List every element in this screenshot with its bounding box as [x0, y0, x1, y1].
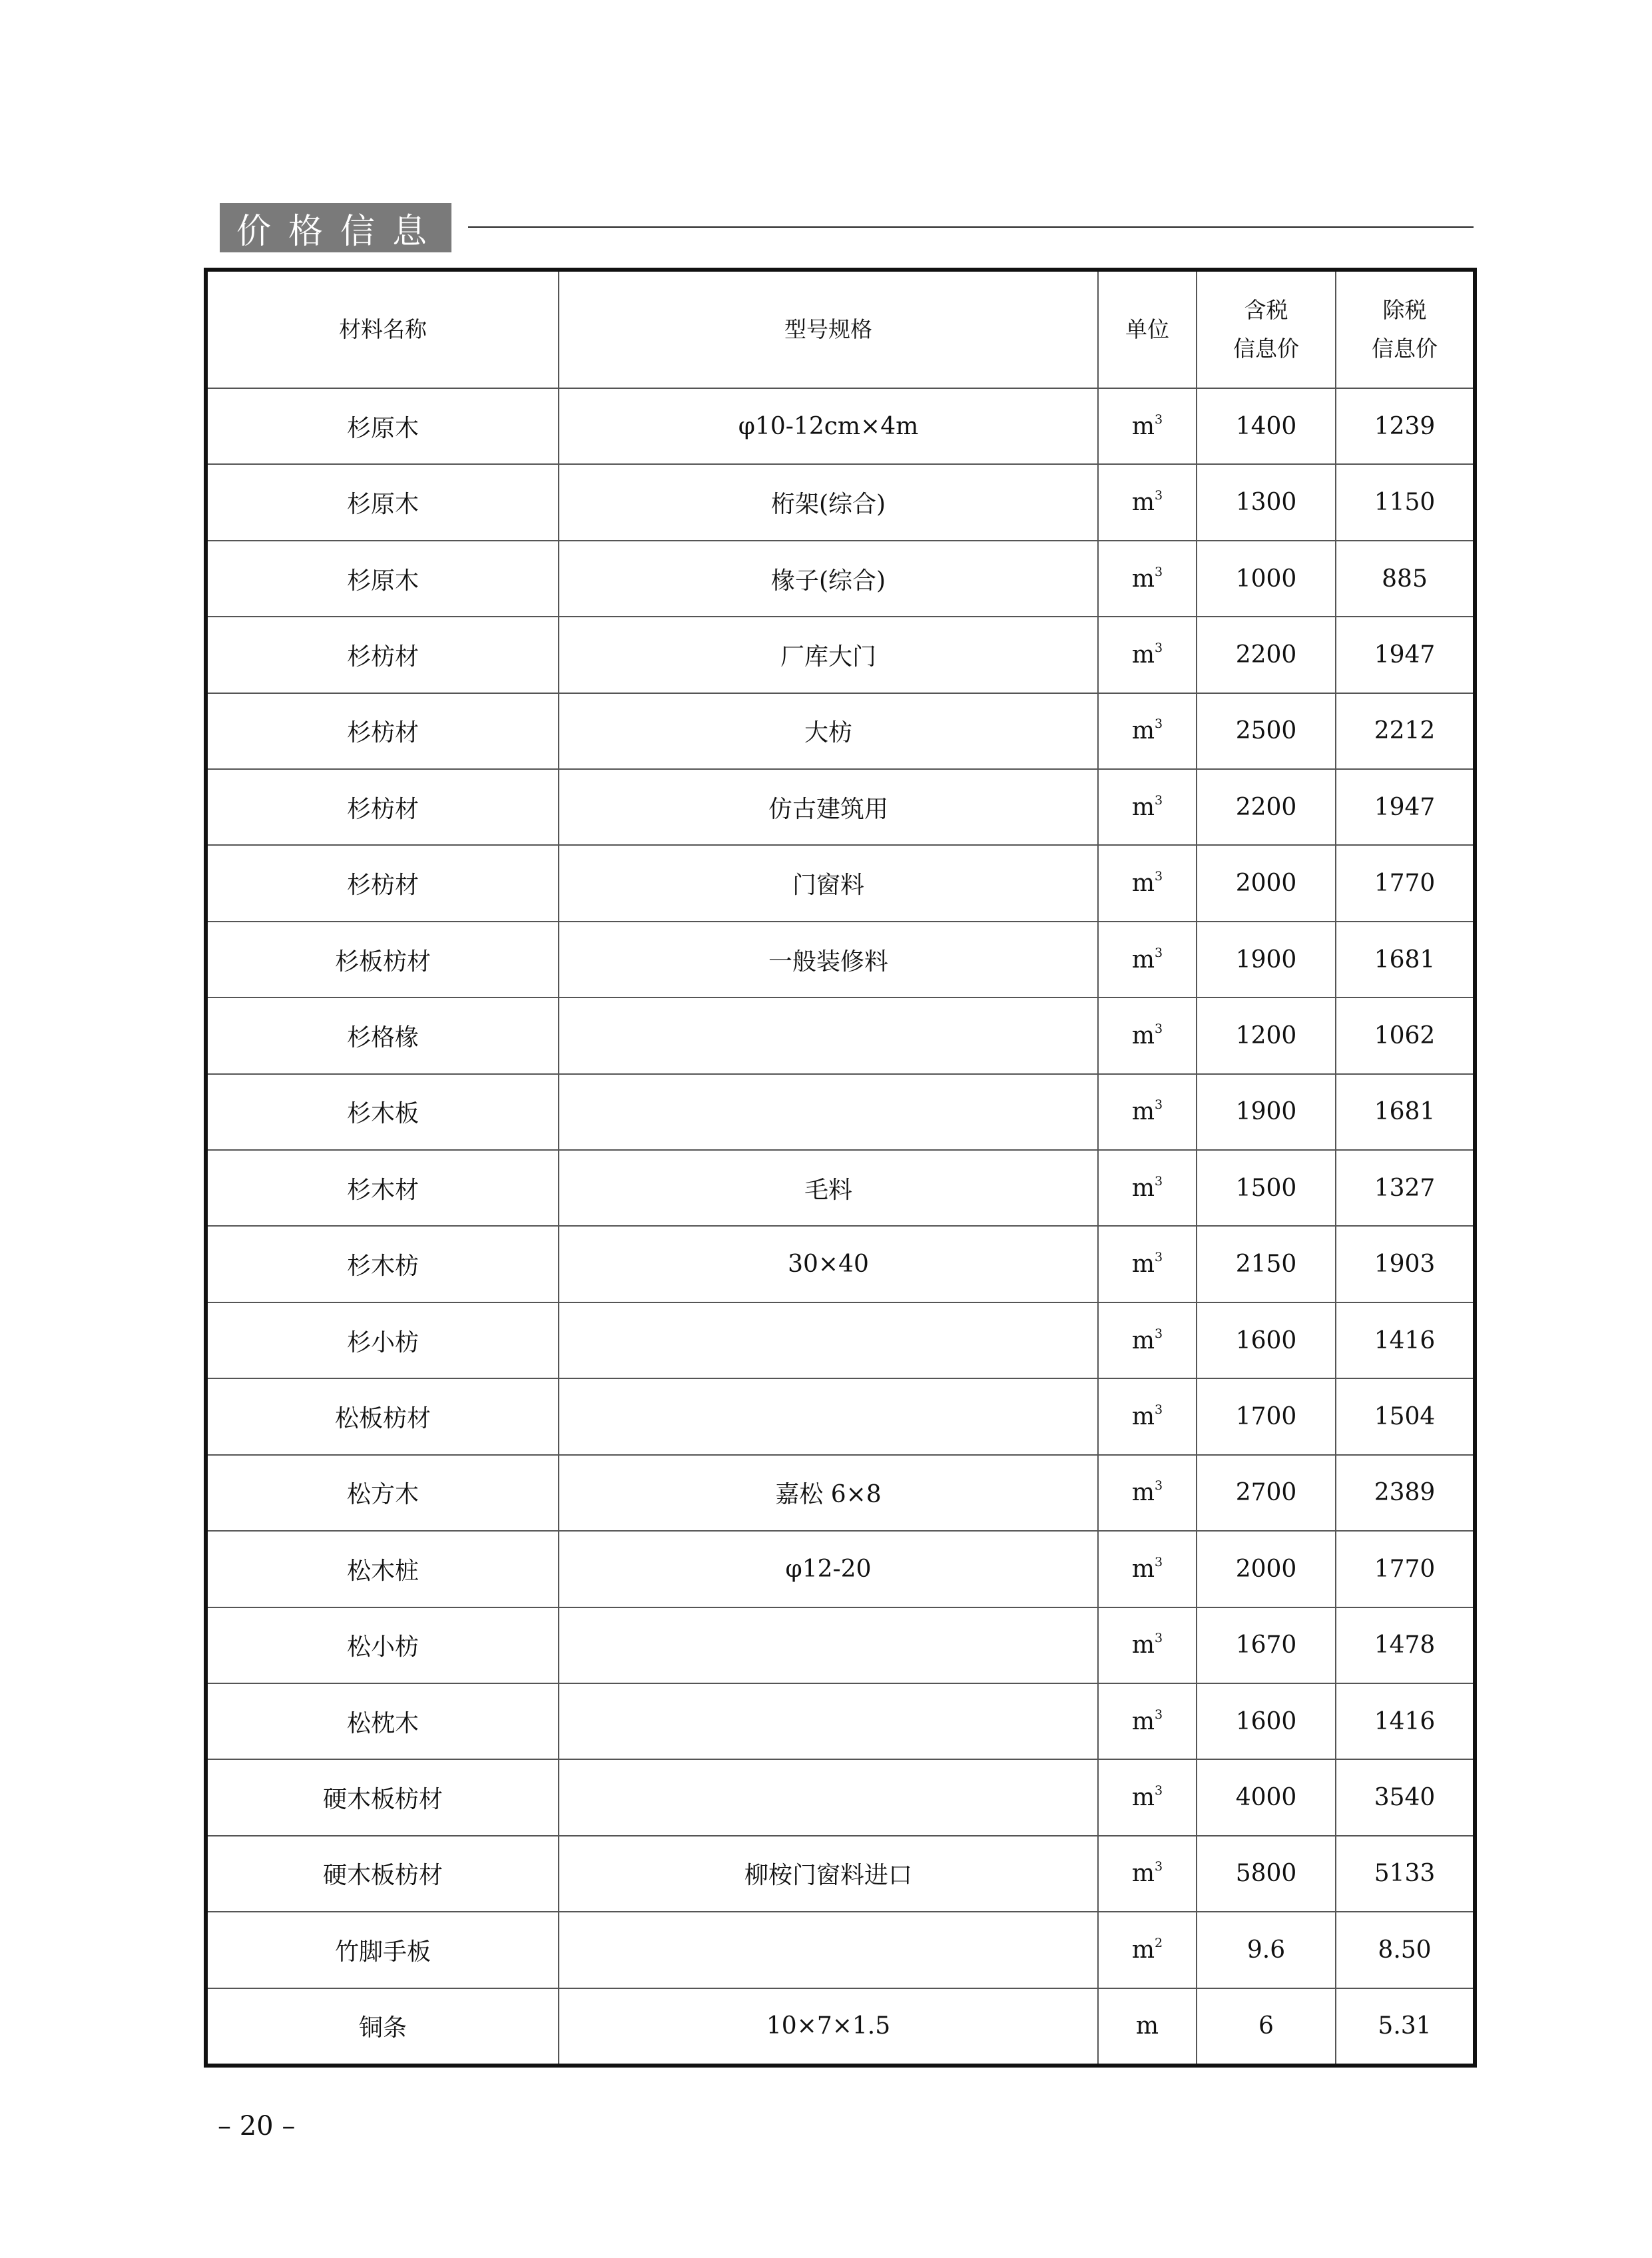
- material-name-cell: 杉原木: [206, 464, 559, 540]
- unit-text: m: [1131, 717, 1155, 745]
- table-row: [206, 1759, 1475, 1835]
- material-name-cell: 铜条: [206, 1988, 559, 2066]
- tax-inclusive-price-cell: 2500: [1197, 693, 1336, 769]
- unit-superscript: 3: [1155, 1097, 1163, 1113]
- tax-inclusive-price-cell: 1600: [1197, 1302, 1336, 1378]
- unit-cell: [1098, 1226, 1197, 1302]
- unit-cell: [1098, 541, 1197, 617]
- spec-cell: 大枋: [559, 693, 1098, 769]
- unit-text: m: [1131, 1098, 1155, 1126]
- table-row: [206, 997, 1475, 1073]
- table-row: [206, 1531, 1475, 1607]
- price-table: [204, 268, 1477, 2068]
- spec-cell: [559, 1074, 1098, 1150]
- unit-superscript: 3: [1155, 488, 1163, 503]
- tax-exclusive-price-cell: 1478: [1336, 1607, 1475, 1683]
- unit-text: m: [1131, 565, 1155, 593]
- unit-superscript: 3: [1155, 1554, 1163, 1569]
- material-name-cell: 松小枋: [206, 1607, 559, 1683]
- unit-text: m: [1131, 1402, 1155, 1430]
- tax-inclusive-price-cell: 2000: [1197, 1531, 1336, 1607]
- unit-cell: [1098, 1912, 1197, 1988]
- unit-cell: [1098, 388, 1197, 464]
- table-row: [206, 388, 1475, 464]
- unit-cell: [1098, 1074, 1197, 1150]
- tax-exclusive-price-cell: 1062: [1336, 997, 1475, 1073]
- material-name-cell: 硬木板枋材: [206, 1836, 559, 1912]
- unit-superscript: 3: [1155, 412, 1163, 427]
- material-name-cell: 松板枋材: [206, 1378, 559, 1454]
- tax-inclusive-price-cell: 1500: [1197, 1150, 1336, 1226]
- spec-cell: [559, 1912, 1098, 1988]
- unit-text: m: [1131, 1707, 1155, 1735]
- unit-cell: [1098, 1759, 1197, 1835]
- tax-inclusive-price-cell: 1900: [1197, 1074, 1336, 1150]
- unit-text: m: [1131, 1479, 1155, 1507]
- material-name-cell: 硬木板枋材: [206, 1759, 559, 1835]
- unit-text: m: [1131, 793, 1155, 821]
- unit-superscript: 3: [1155, 1250, 1163, 1265]
- tax-exclusive-price-cell: 1239: [1336, 388, 1475, 464]
- spec-cell: [559, 1607, 1098, 1683]
- unit-cell: [1098, 1607, 1197, 1683]
- unit-superscript: 3: [1155, 1707, 1163, 1722]
- tax-inclusive-price-cell: 2200: [1197, 617, 1336, 693]
- table-row: [206, 1378, 1475, 1454]
- tax-exclusive-price-cell: 1770: [1336, 1531, 1475, 1607]
- tax-exclusive-price-cell: 1416: [1336, 1302, 1475, 1378]
- material-name-cell: 杉小枋: [206, 1302, 559, 1378]
- unit-text: m: [1131, 412, 1155, 440]
- unit-cell: [1098, 997, 1197, 1073]
- tax-inclusive-price-cell: 1600: [1197, 1683, 1336, 1759]
- table-row: [206, 1683, 1475, 1759]
- unit-text: m: [1131, 870, 1155, 898]
- material-name-cell: 杉枋材: [206, 693, 559, 769]
- section-title-tag: 价格信息: [220, 203, 451, 252]
- spec-cell: 一般装修料: [559, 922, 1098, 997]
- unit-superscript: 3: [1155, 1021, 1163, 1036]
- unit-cell: [1098, 464, 1197, 540]
- tax-exclusive-price-cell: 1947: [1336, 617, 1475, 693]
- material-name-cell: 杉原木: [206, 541, 559, 617]
- tax-inclusive-price-cell: 5800: [1197, 1836, 1336, 1912]
- tax-inclusive-price-cell: 1700: [1197, 1378, 1336, 1454]
- table-row: [206, 922, 1475, 997]
- spec-cell: 毛料: [559, 1150, 1098, 1226]
- table-header-row: [206, 270, 1475, 388]
- material-name-cell: 松枕木: [206, 1683, 559, 1759]
- unit-cell: [1098, 1683, 1197, 1759]
- tax-exclusive-price-cell: 1681: [1336, 922, 1475, 997]
- header-rule: [468, 226, 1474, 228]
- column-header-name: 材料名称: [206, 270, 559, 388]
- table-row: [206, 1226, 1475, 1302]
- unit-text: m: [1131, 641, 1155, 669]
- spec-cell: φ12-20: [559, 1531, 1098, 1607]
- material-name-cell: 杉枋材: [206, 617, 559, 693]
- tax-exclusive-price-cell: 2389: [1336, 1455, 1475, 1531]
- material-name-cell: 杉原木: [206, 388, 559, 464]
- unit-text: m: [1131, 1936, 1155, 1964]
- table-row: [206, 464, 1475, 540]
- spec-cell: [559, 1302, 1098, 1378]
- unit-cell: [1098, 1531, 1197, 1607]
- unit-text: m: [1131, 1174, 1155, 1202]
- material-name-cell: 杉木枋: [206, 1226, 559, 1302]
- unit-text: m: [1131, 1860, 1155, 1888]
- tax-exclusive-price-cell: 1947: [1336, 769, 1475, 845]
- tax-inclusive-price-cell: 2000: [1197, 845, 1336, 921]
- unit-text: m: [1131, 1326, 1155, 1354]
- unit-text: m: [1131, 1784, 1155, 1812]
- material-name-cell: 杉木材: [206, 1150, 559, 1226]
- unit-superscript: 3: [1155, 1173, 1163, 1189]
- tax-inclusive-price-cell: 2200: [1197, 769, 1336, 845]
- spec-cell: 柳桉门窗料进口: [559, 1836, 1098, 1912]
- table-row: [206, 1836, 1475, 1912]
- spec-cell: 30×40: [559, 1226, 1098, 1302]
- tax-exclusive-price-cell: 1903: [1336, 1226, 1475, 1302]
- unit-text: m: [1131, 946, 1155, 974]
- tax-inclusive-price-cell: 1200: [1197, 997, 1336, 1073]
- unit-cell: [1098, 1988, 1197, 2066]
- unit-superscript: 3: [1155, 869, 1163, 884]
- unit-superscript: 3: [1155, 564, 1163, 579]
- tax-exclusive-price-cell: 5.31: [1336, 1988, 1475, 2066]
- material-name-cell: 杉格椽: [206, 997, 559, 1073]
- spec-cell: [559, 1683, 1098, 1759]
- material-name-cell: 松方木: [206, 1455, 559, 1531]
- unit-cell: [1098, 922, 1197, 997]
- table-row: [206, 693, 1475, 769]
- material-name-cell: 松木桩: [206, 1531, 559, 1607]
- unit-text: m: [1135, 2012, 1159, 2040]
- tax-exclusive-price-cell: 1770: [1336, 845, 1475, 921]
- unit-text: m: [1131, 1251, 1155, 1278]
- unit-cell: [1098, 1455, 1197, 1531]
- table-row: [206, 1607, 1475, 1683]
- unit-superscript: 3: [1155, 945, 1163, 960]
- unit-superscript: 3: [1155, 716, 1163, 732]
- table-row: [206, 845, 1475, 921]
- spec-cell: 嘉松 6×8: [559, 1455, 1098, 1531]
- unit-superscript: 3: [1155, 1402, 1163, 1417]
- tax-exclusive-price-cell: 1416: [1336, 1683, 1475, 1759]
- unit-superscript: 3: [1155, 1783, 1163, 1799]
- spec-cell: 厂库大门: [559, 617, 1098, 693]
- table-row: [206, 617, 1475, 693]
- unit-text: m: [1131, 489, 1155, 517]
- table-row: [206, 541, 1475, 617]
- tax-exclusive-price-cell: 1504: [1336, 1378, 1475, 1454]
- spec-cell: [559, 1378, 1098, 1454]
- table-row: [206, 1074, 1475, 1150]
- tax-exclusive-price-cell: 1681: [1336, 1074, 1475, 1150]
- tax-exclusive-price-cell: 3540: [1336, 1759, 1475, 1835]
- tax-inclusive-price-cell: 6: [1197, 1988, 1336, 2066]
- page-number: – 20 –: [218, 2111, 296, 2141]
- tax-exclusive-price-cell: 5133: [1336, 1836, 1475, 1912]
- unit-cell: [1098, 1378, 1197, 1454]
- tax-inclusive-price-cell: 1900: [1197, 922, 1336, 997]
- tax-exclusive-price-cell: 8.50: [1336, 1912, 1475, 1988]
- spec-cell: 10×7×1.5: [559, 1988, 1098, 2066]
- tax-inclusive-price-cell: 9.6: [1197, 1912, 1336, 1988]
- unit-cell: [1098, 845, 1197, 921]
- unit-superscript: 3: [1155, 1478, 1163, 1494]
- tax-exclusive-price-cell: 885: [1336, 541, 1475, 617]
- column-header-tax-exclusive-price: 除税 信息价: [1336, 270, 1475, 388]
- spec-cell: [559, 1759, 1098, 1835]
- spec-cell: 椽子(综合): [559, 541, 1098, 617]
- spec-cell: [559, 997, 1098, 1073]
- table-row: [206, 1455, 1475, 1531]
- table-row: [206, 769, 1475, 845]
- tax-inclusive-price-cell: 2700: [1197, 1455, 1336, 1531]
- unit-cell: [1098, 1836, 1197, 1912]
- tax-inclusive-price-cell: 1300: [1197, 464, 1336, 540]
- unit-cell: [1098, 769, 1197, 845]
- unit-superscript: 3: [1155, 792, 1163, 808]
- material-name-cell: 杉枋材: [206, 845, 559, 921]
- spec-cell: 桁架(综合): [559, 464, 1098, 540]
- material-name-cell: 杉枋材: [206, 769, 559, 845]
- unit-text: m: [1131, 1555, 1155, 1583]
- tax-inclusive-price-cell: 2150: [1197, 1226, 1336, 1302]
- spec-cell: 仿古建筑用: [559, 769, 1098, 845]
- unit-superscript: 3: [1155, 1631, 1163, 1646]
- unit-cell: [1098, 693, 1197, 769]
- table-row: [206, 1150, 1475, 1226]
- unit-cell: [1098, 1150, 1197, 1226]
- table-row: [206, 1912, 1475, 1988]
- unit-superscript: 3: [1155, 1326, 1163, 1341]
- unit-cell: [1098, 1302, 1197, 1378]
- spec-cell: φ10-12cm×4m: [559, 388, 1098, 464]
- unit-superscript: 3: [1155, 640, 1163, 655]
- column-header-unit: 单位: [1098, 270, 1197, 388]
- column-header-spec: 型号规格: [559, 270, 1098, 388]
- material-name-cell: 杉板枋材: [206, 922, 559, 997]
- tax-inclusive-price-cell: 1670: [1197, 1607, 1336, 1683]
- tax-inclusive-price-cell: 1000: [1197, 541, 1336, 617]
- table-row: [206, 1302, 1475, 1378]
- unit-text: m: [1131, 1631, 1155, 1659]
- unit-superscript: 3: [1155, 1859, 1163, 1874]
- tax-exclusive-price-cell: 2212: [1336, 693, 1475, 769]
- column-header-tax-inclusive-price: 含税 信息价: [1197, 270, 1336, 388]
- tax-exclusive-price-cell: 1327: [1336, 1150, 1475, 1226]
- material-name-cell: 杉木板: [206, 1074, 559, 1150]
- unit-superscript: 2: [1155, 1935, 1163, 1950]
- unit-text: m: [1131, 1021, 1155, 1049]
- tax-inclusive-price-cell: 1400: [1197, 388, 1336, 464]
- tax-exclusive-price-cell: 1150: [1336, 464, 1475, 540]
- tax-inclusive-price-cell: 4000: [1197, 1759, 1336, 1835]
- unit-cell: [1098, 617, 1197, 693]
- spec-cell: 门窗料: [559, 845, 1098, 921]
- table-row: [206, 1988, 1475, 2066]
- material-name-cell: 竹脚手板: [206, 1912, 559, 1988]
